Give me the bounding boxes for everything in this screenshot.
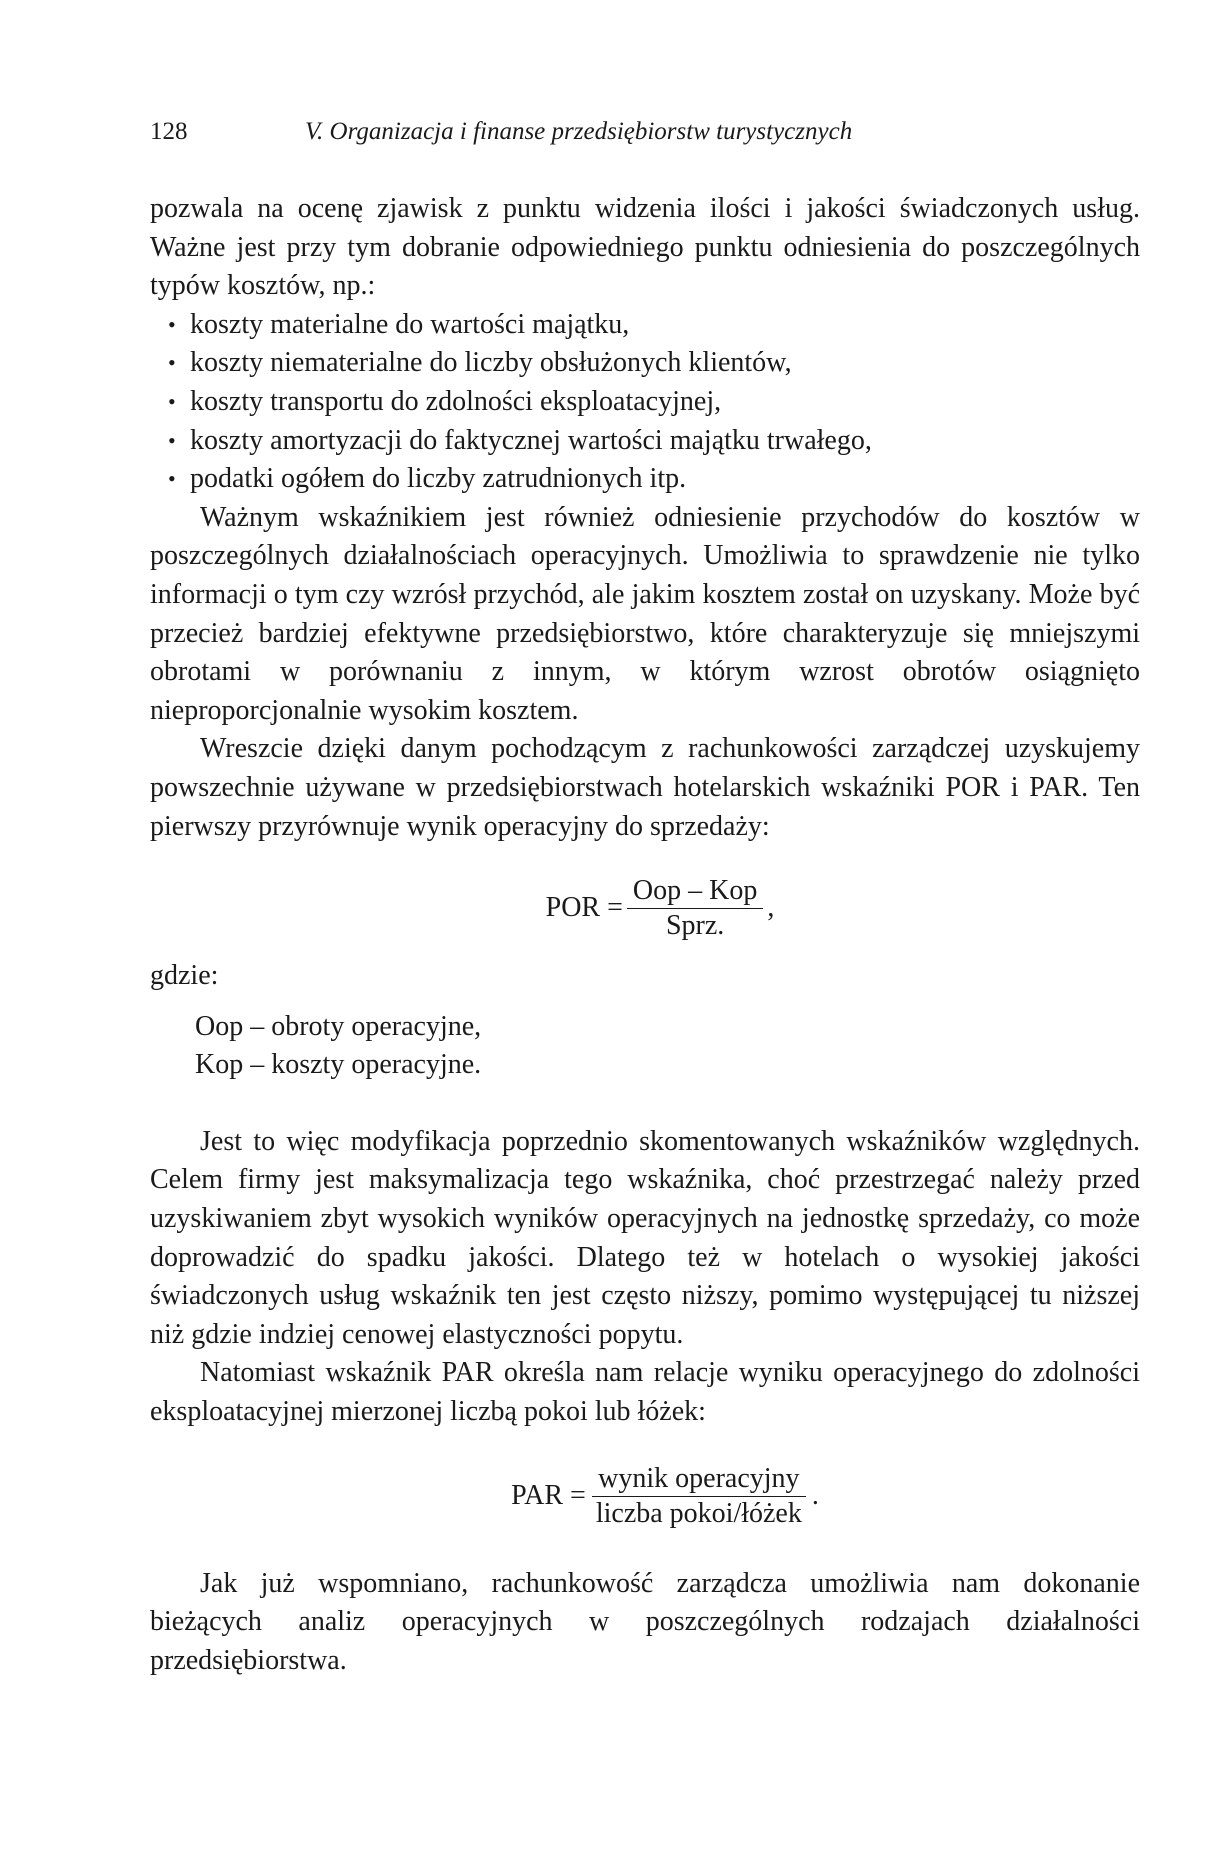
definition-meaning: koszty operacyjne. <box>271 1049 482 1081</box>
definition-dash: – <box>250 1010 265 1042</box>
paragraph-6: Jak już wspomniano, rachunkowość zarządcza umożliwia nam dokonanie bieżących analiz operacyjnych w poszczególnych rodzajach działalności przedsiębiorstwa. <box>150 1567 1140 1676</box>
definition-row <box>195 1046 1140 1085</box>
definition-symbol: Oop <box>195 1010 244 1042</box>
page-number: 128 <box>150 118 188 145</box>
paragraph-3: Wreszcie dzięki danym pochodzącym z rachunkowości zarządczej uzyskujemy powszechnie używane w przedsiębiorstwach hotelarskich wskaźniki POR i PAR. Ten pierwszy przyrównuje wynik operacyjny do sprzedaży: <box>150 733 1140 842</box>
definition-meaning: obroty operacyjne, <box>271 1010 482 1042</box>
list-item: • koszty transportu do zdolności eksploatacyjnej, <box>150 383 1140 422</box>
where-label: gdzie: <box>150 960 219 992</box>
paragraph-5: Natomiast wskaźnik PAR określa nam relacje wyniku operacyjnego do zdolności eksploatacyjnej mierzonej liczbą pokoi lub łóżek: <box>150 1357 1140 1428</box>
formula-par <box>190 1462 1140 1531</box>
formula-par-punctuation: . <box>811 1479 819 1511</box>
paragraph-2: Ważnym wskaźnikiem jest również odniesienie przychodów do kosztów w poszczególnych działalnościach operacyjnych. Umożliwia to sprawdzenie nie tylko informacji o tym czy wzrósł przychód, ale jakim kosztem został on uzyskany. Może być przecież bardziej efektywne przedsiębiorstwo, które charakteryzuje się mniejszymi obrotami w porównaniu z innym, w którym wzrost obrotów osiągnięto nieproporcjonalnie wysokim kosztem. <box>150 501 1140 726</box>
formula-por-lhs: POR = <box>545 892 623 924</box>
definition-row <box>195 1008 1140 1047</box>
running-title: V. Organizacja i finanse przedsiębiorstw turystycznych <box>305 118 853 145</box>
bullet-list <box>150 306 1140 499</box>
formula-por-fraction <box>627 874 763 943</box>
definitions-list <box>150 1008 1140 1085</box>
definition-symbol: Kop <box>195 1049 244 1081</box>
definition-dash: – <box>250 1049 265 1081</box>
formula-par-numerator: wynik operacyjny <box>592 1462 805 1497</box>
paragraph-1: pozwala na ocenę zjawisk z punktu widzenia ilości i jakości świadczonych usług. Ważne jest przy tym dobranie odpowiedniego punktu odniesienia do poszczególnych typów kosztów, np.: <box>150 193 1140 302</box>
formula-por <box>180 874 1140 943</box>
list-item: • podatki ogółem do liczby zatrudnionych itp. <box>150 460 1140 499</box>
list-item: • koszty niematerialne do liczby obsłużonych klientów, <box>150 344 1140 383</box>
paragraph-4: Jest to więc modyfikacja poprzednio skomentowanych wskaźników względnych. Celem firmy jest maksymalizacja tego wskaźnika, choć przestrzegać należy przed uzyskiwaniem zbyt wysokich wyników operacyjnych na jednostkę sprzedaży, co może doprowadzić do spadku jakości. Dlatego też w hotelach o wysokiej jakości świadczonych usług wskaźnik ten jest często niższy, pomimo występującej tu niższej niż gdzie indziej cenowej elastyczności popytu. <box>150 1125 1140 1350</box>
formula-par-fraction <box>590 1462 808 1531</box>
list-item: • koszty amortyzacji do faktycznej wartości majątku trwałego, <box>150 422 1140 461</box>
formula-por-punctuation: , <box>767 892 775 924</box>
formula-por-denominator: Sprz. <box>665 910 725 942</box>
list-item: • koszty materialne do wartości majątku, <box>150 306 1140 345</box>
formula-por-numerator: Oop – Kop <box>627 874 763 909</box>
page-body <box>150 190 1140 1680</box>
formula-par-denominator: liczba pokoi/łóżek <box>595 1497 802 1529</box>
formula-par-lhs: PAR = <box>511 1479 586 1511</box>
